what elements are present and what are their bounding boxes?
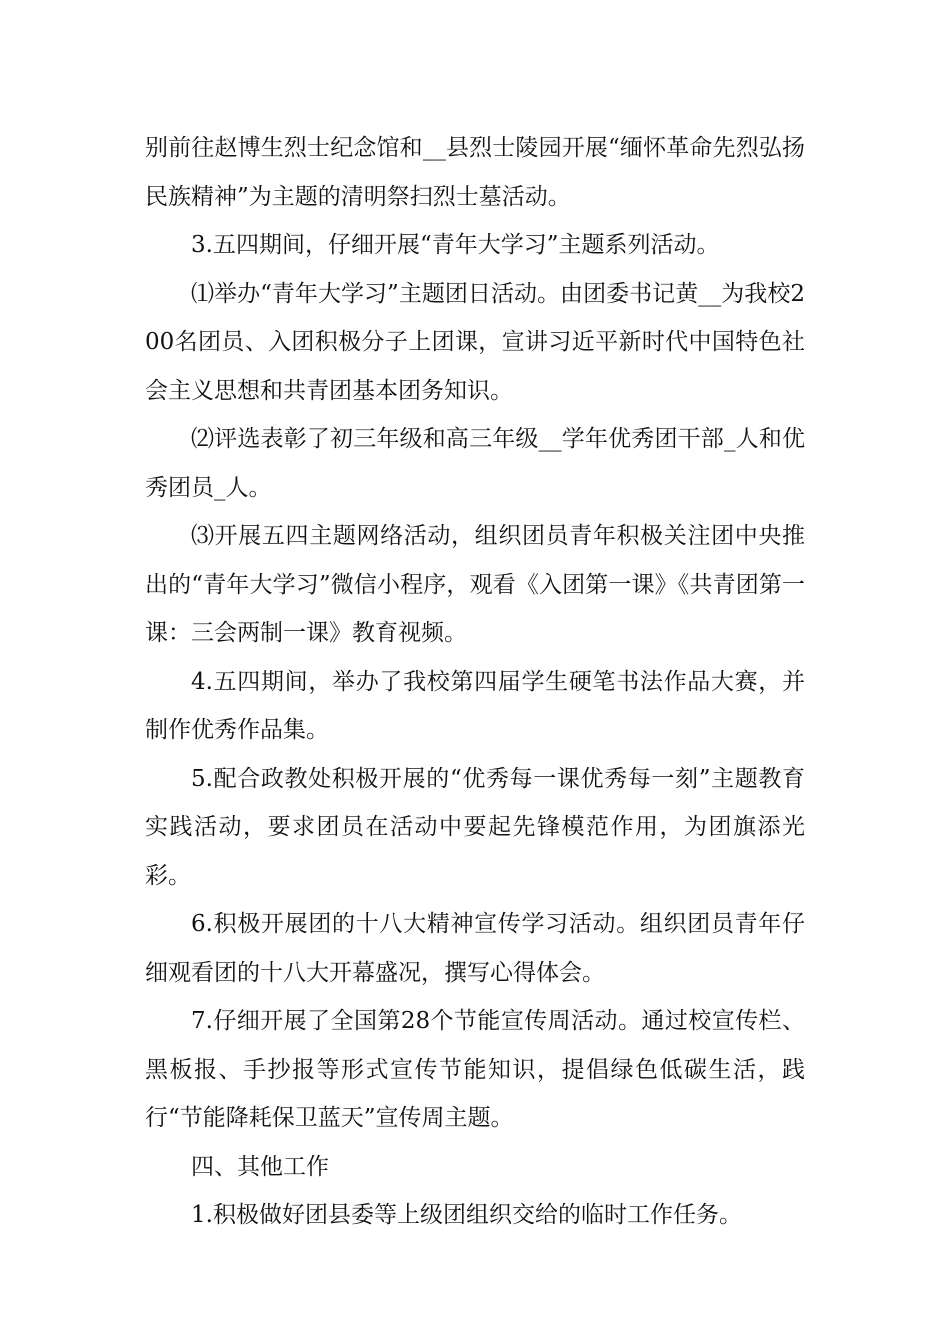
paragraph-5: 4.五四期间，举办了我校第四届学生硬笔书法作品大赛，并制作优秀作品集。 [145,668,805,743]
paragraph-4: ⑶开展五四主题网络活动，组织团员青年积极关注团中央推出的“青年大学习”微信小程序，观看《入团第一课》《共青团第一课：三会两制一课》教育视频。 [145,523,805,646]
paragraph-3: ⑵评选表彰了初三年级和高三年级__学年优秀团干部_人和优秀团员_人。 [145,426,805,501]
paragraph-10: 1.积极做好团县委等上级团组织交给的临时工作任务。 [191,1202,742,1228]
paragraph-0: 别前往赵博生烈士纪念馆和__县烈士陵园开展“缅怀革命先烈弘扬民族精神”为主题的清明祭扫烈士墓活动。 [145,135,805,210]
paragraph-1: 3.五四期间，仔细开展“青年大学习”主题系列活动。 [191,232,720,258]
paragraph-7: 6.积极开展团的十八大精神宣传学习活动。组织团员青年仔细观看团的十八大开幕盛况，撰写心得体会。 [145,911,805,986]
section-heading: 四、其他工作 [191,1153,329,1180]
document-body [145,124,805,1240]
paragraph-8: 7.仔细开展了全国第28个节能宣传周活动。通过校宣传栏、黑板报、手抄报等形式宣传节能知识，提倡绿色低碳生活，践行“节能降耗保卫蓝天”宣传周主题。 [145,1008,805,1131]
paragraph-2: ⑴举办“青年大学习”主题团日活动。由团委书记黄__为我校200名团员、入团积极分子上团课，宣讲习近平新时代中国特色社会主义思想和共青团基本团务知识。 [145,280,805,404]
paragraph-6: 5.配合政教处积极开展的“优秀每一课优秀每一刻”主题教育实践活动，要求团员在活动中要起先锋模范作用，为团旗添光彩。 [145,765,805,889]
